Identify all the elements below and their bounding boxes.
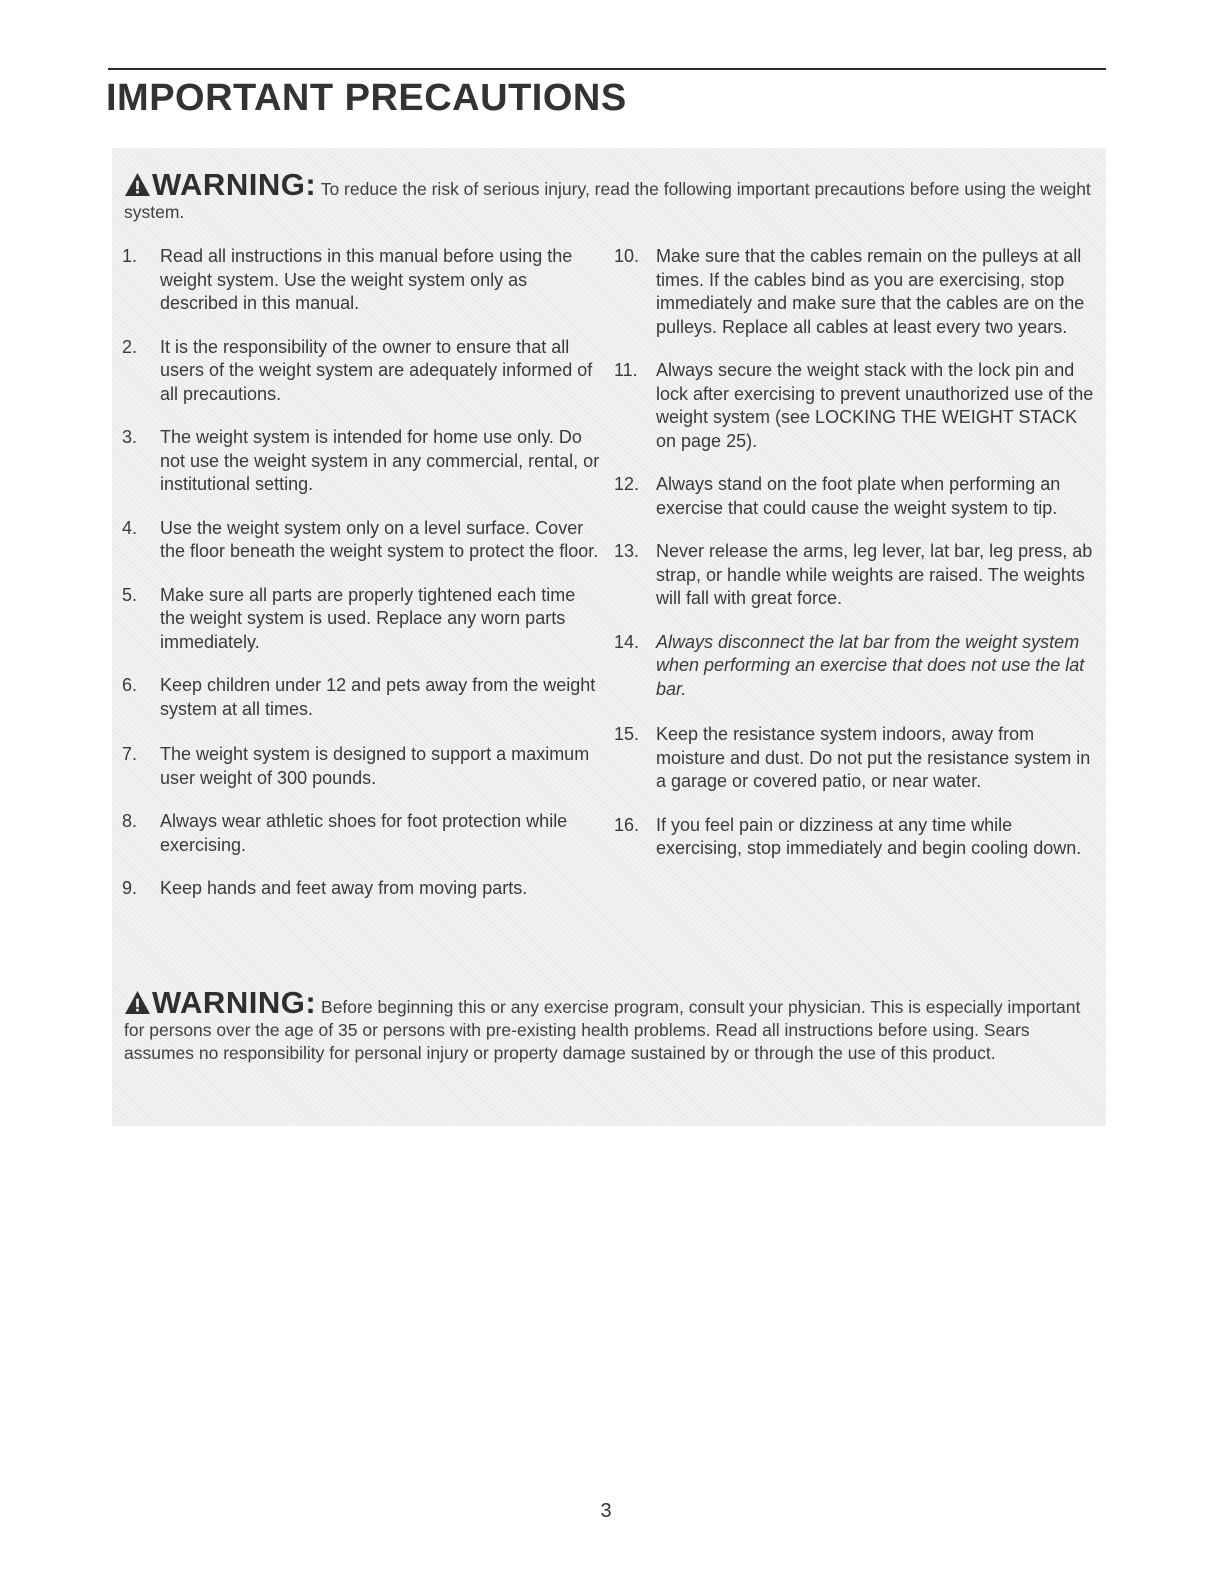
item-text: The weight system is intended for home use only. Do not use the weight system in any commercial, rental, or institutional setting. <box>160 427 600 494</box>
item-text: Keep hands and feet away from moving parts. <box>160 878 528 898</box>
item-text: Read all instructions in this manual before using the weight system. Use the weight system only as described in this manual. <box>160 246 573 313</box>
item-number: 16. <box>614 814 640 835</box>
item-text: Make sure all parts are properly tightened each time the weight system is used. Replace any worn parts immediately. <box>160 584 576 652</box>
list-item <box>118 810 600 857</box>
item-number: 7. <box>122 744 138 764</box>
list-item <box>118 426 600 497</box>
page-title: IMPORTANT PRECAUTIONS <box>106 77 627 119</box>
item-text: Keep children under 12 and pets away from the weight system at all times. <box>160 675 596 719</box>
item-text: Always stand on the foot plate when performing an exercise that could cause the weight system to tip. <box>656 474 1061 518</box>
item-text: Always disconnect the lat bar from the weight system when performing an exercise that does not use the lat bar. <box>656 631 1085 699</box>
warning-triangle-icon <box>124 172 151 197</box>
item-text: Make sure that the cables remain on the pulleys at all times. If the cables bind as you are exercising, stop immediately and make sure that the cables are on the pulleys. Replace all cables at least every two years. <box>656 246 1085 337</box>
item-number: 4. <box>122 517 138 538</box>
item-text: Always wear athletic shoes for foot protection while exercising. <box>160 811 568 855</box>
item-number: 14. <box>614 631 640 652</box>
item-text: Keep the resistance system indoors, away from moisture and dust. Do not put the resistance system in a garage or covered patio, or near water. <box>656 724 1091 791</box>
warning-heading: WARNING: <box>152 167 317 202</box>
list-item <box>614 359 1094 453</box>
precautions-right-column <box>614 245 1094 861</box>
list-item <box>614 245 1094 339</box>
warning-text: Before beginning this or any exercise program, consult your physician. This is especially important for persons over the age of 35 or persons with pre-existing health problems. Read all instructions before using. Sears assumes no responsibility for personal injury or property damage sustained by or through the use of this product. <box>124 997 1081 1063</box>
item-text: It is the responsibility of the owner to ensure that all users of the weight system are adequately informed of all precautions. <box>160 336 593 404</box>
list-item <box>118 245 600 316</box>
list-item <box>614 814 1094 861</box>
item-text: Never release the arms, leg lever, lat bar, leg press, ab strap, or handle while weights are raised. The weights will fall with great force. <box>656 541 1093 608</box>
item-number: 1. <box>122 246 138 266</box>
item-number: 12. <box>614 474 640 494</box>
list-item <box>118 743 600 790</box>
precautions-left-column <box>118 245 600 901</box>
list-item <box>118 877 600 901</box>
list-item <box>118 336 600 407</box>
list-item <box>614 473 1094 520</box>
warning-heading: WARNING: <box>152 985 317 1020</box>
item-number: 3. <box>122 427 138 447</box>
title-rule <box>108 68 1106 70</box>
item-number: 8. <box>122 811 138 831</box>
item-number: 13. <box>614 541 640 561</box>
list-item <box>614 631 1094 702</box>
list-item <box>118 584 600 655</box>
warning-bottom <box>124 985 1094 1065</box>
item-number: 6. <box>122 675 138 695</box>
warning-top <box>124 167 1094 224</box>
item-text: Use the weight system only on a level surface. Cover the floor beneath the weight system to protect the floor. <box>160 517 599 561</box>
warning-text: To reduce the risk of serious injury, read the following important precautions before using the weight system. <box>124 179 1091 222</box>
list-item <box>614 723 1094 794</box>
item-number: 15. <box>614 724 640 744</box>
item-number: 2. <box>122 336 138 357</box>
list-item <box>118 517 600 564</box>
item-text: If you feel pain or dizziness at any time while exercising, stop immediately and begin cooling down. <box>656 814 1082 858</box>
item-number: 9. <box>122 878 138 898</box>
warning-triangle-icon <box>124 990 151 1015</box>
item-number: 11. <box>614 360 638 380</box>
item-text: The weight system is designed to support a maximum user weight of 300 pounds. <box>160 744 590 788</box>
item-text: Always secure the weight stack with the lock pin and lock after exercising to prevent unauthorized use of the weight system (see LOCKING THE WEIGHT STACK on page 25). <box>656 360 1094 451</box>
list-item <box>118 674 600 721</box>
list-item <box>614 540 1094 611</box>
page-number: 3 <box>600 1500 612 1522</box>
item-number: 5. <box>122 584 138 605</box>
item-number: 10. <box>614 246 640 266</box>
